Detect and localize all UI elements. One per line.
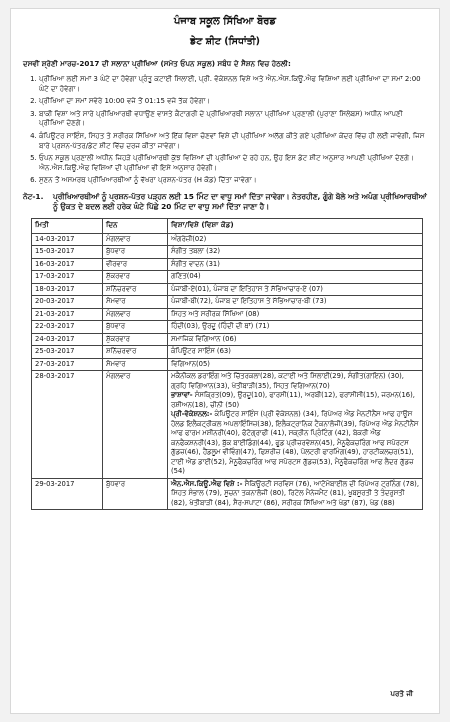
subject-cell: ਕੰਪਿਊਟਰ ਸਾਇੰਸ (63) [168, 346, 423, 359]
subject-cell: ਪੰਜਾਬੀ-ਏ(01), ਪੰਜਾਬ ਦਾ ਇਤਿਹਾਸ ਤੇ ਸੱਭਿਆਚਾਰ-ਏ (07) [168, 283, 423, 296]
table-row [32, 478, 423, 510]
day-cell: ਸ਼ਨਿੱਚਰਵਾਰ [103, 346, 168, 359]
subject-cell: ਸੰਗੀਤ ਵਾਦਨ (31) [168, 258, 423, 271]
day-cell: ਸ਼ਨਿੱਚਰਵਾਰ [103, 283, 168, 296]
table-header-row [32, 218, 423, 233]
column-header-day: ਦਿਨ [103, 218, 168, 233]
instructions-list [23, 75, 427, 186]
day-cell: ਬੁੱਧਵਾਰ [103, 246, 168, 259]
table-row [32, 271, 423, 284]
subject-group-label: ਪ੍ਰੀ-ਵੋਕੇਸ਼ਨਲ:- [171, 410, 213, 419]
date-cell: 24-03-2017 [32, 333, 103, 346]
subject-group-text: ਮਕੈਨੀਕਲ ਡਰਾਇੰਗ ਅਤੇ ਚਿੱਤਰਕਲਾ(28), ਕਟਾਈ ਅਤੇ ਸਿਲਾਈ(29), ਸੰਗੀਤ(ਗਾਇਨ) (30), ਗ੍ਰਹਿ ਵਿਗਿਆਨ(33), ਖੇਤੀਬਾੜੀ(35), ਸਿਹਤ ਵਿਗਿਆਨ(70) [171, 372, 404, 390]
date-cell: 25-03-2017 [32, 346, 103, 359]
day-cell: ਬੁੱਧਵਾਰ [103, 321, 168, 334]
instruction-item: 4. ਕੰਪਿਊਟਰ ਸਾਇੰਸ, ਸਿਹਤ ਤੇ ਸਰੀਰਕ ਸਿੱਖਿਆ ਅਤੇ ਇੱਕ ਵਿਸ਼ਾ ਚੋਣਵਾਂ ਵਿਸ਼ੇ ਦੀ ਪ੍ਰੀਖਿਆ ਅਲੱਗ ਕੀਤੇ ਗਏ ਪ੍ਰੀਖਿਆ ਕੇਂਦਰ ਵਿੱਚ ਹੀ ਲਈ ਜਾਵੇਗੀ, ਜਿਸ ਬਾਰੇ ਪ੍ਰਸ਼ਨ-ਪੱਤਰ/ਡੇਟ ਸ਼ੀਟ ਵਿੱਚ ਦਰਜ ਕੀਤਾ ਜਾਵੇਗਾ। [39, 132, 427, 151]
table-row [32, 371, 423, 479]
subject-group-text: ਸੈਕਿਊਰਟੀ ਸਰਵਿਸ (76), ਆਟੋਮੋਬਾਈਲ ਦੀ ਰਿਪੇਅਰ ਟ੍ਰਨਿੰਗ (78), ਸਿਹਤ ਸੰਭਾਲ (79), ਸੂਚਨਾ ਤਕਨਾਲੋਜੀ (80), ਰਿਟੇਲ ਮੈਨੇਜਮੈਂਟ (81), ਖੂਬਸੂਰਤੀ ਤੇ ਤੰਦਰੁਸਤੀ (82), ਖੇਤੀਬਾੜੀ (84), ਸੈਰ-ਸਪਾਟਾ (86), ਸਰੀਰਕ ਸਿੱਖਿਆ ਅਤੇ ਖੇਡਾਂ (87), ਖੇਡ (88) [171, 479, 419, 507]
table-row [32, 333, 423, 346]
subject-cell: ਅੰਗਰੇਜ਼ੀ(02) [168, 233, 423, 246]
subject-group-text: ਸੰਸਕ੍ਰਿਤ(09), ਉਰਦੂ(10), ਫਾਰਸੀ(11), ਅਰਬੀ(12), ਫਰਾਂਸੀਸੀ(15), ਜਰਮਨ(16), ਰਸ਼ੀਅਨ(18), ਚੀਨੀ (50) [171, 391, 415, 409]
date-cell: 27-03-2017 [32, 358, 103, 371]
table-row [32, 246, 423, 259]
subject-cell [168, 478, 423, 510]
date-sheet-table [31, 218, 423, 511]
day-cell: ਸੋਮਵਾਰ [103, 296, 168, 309]
table-row [32, 346, 423, 359]
table-row [32, 358, 423, 371]
table-row [32, 321, 423, 334]
subject-group-label: ਐਨ.ਐਸ.ਕਿਊ.ਐਫ ਵਿਸ਼ੇ :- [171, 479, 243, 488]
column-header-date: ਮਿਤੀ [32, 218, 103, 233]
subject-cell: ਸਮਾਜਿਕ ਵਿਗਿਆਨ (06) [168, 333, 423, 346]
day-cell: ਸ਼ੁੱਕਰਵਾਰ [103, 271, 168, 284]
day-cell: ਸ਼ੁੱਕਰਵਾਰ [103, 333, 168, 346]
date-cell: 22-03-2017 [32, 321, 103, 334]
date-cell: 15-03-2017 [32, 246, 103, 259]
date-cell: 29-03-2017 [32, 478, 103, 510]
instruction-item: 3. ਬਾਕੀ ਵਿਸ਼ਾ ਅਤੇ ਸਾਰੇ ਪ੍ਰੀਖਿਆਰਥੀ ਵਧਾਉਣ ਵਾਸਤੇ ਕੈਟਾਗਰੀ ਦੇ ਪ੍ਰੀਖਿਆਰਥੀ ਸਲਾਨਾ ਪ੍ਰੀਖਿਆ ਪ੍ਰਣਾਲੀ (ਪੁਰਾਣਾ ਸਿਲੇਬਸ) ਅਧੀਨ ਆਪਣੀ ਪ੍ਰੀਖਿਆ ਦੇਣਗੇ। [39, 110, 427, 129]
day-cell: ਮੰਗਲਵਾਰ [103, 233, 168, 246]
subject-group-label: ਭਾਸ਼ਾਵਾਂ- [171, 391, 193, 400]
subject-cell: ਵਿਗਿਆਨ(05) [168, 358, 423, 371]
date-cell: 16-03-2017 [32, 258, 103, 271]
table-row [32, 258, 423, 271]
subject-cell [168, 371, 423, 479]
day-cell: ਮੰਗਲਵਾਰ [103, 308, 168, 321]
note-label: ਨੋਟ-1. [23, 191, 44, 201]
table-row [32, 296, 423, 309]
date-cell: 17-03-2017 [32, 271, 103, 284]
date-cell: 28-03-2017 [32, 371, 103, 479]
column-header-subject: ਵਿਸ਼ਾ/ਵਿਸ਼ੇ (ਵਿਸ਼ਾ ਕੋਡ) [168, 218, 423, 233]
table-row [32, 233, 423, 246]
subject-cell: ਪੰਜਾਬੀ-ਬੀ(72), ਪੰਜਾਬ ਦਾ ਇਤਿਹਾਸ ਤੇ ਸੱਭਿਆਚਾਰ-ਬੀ (73) [168, 296, 423, 309]
board-title: ਪੰਜਾਬ ਸਕੂਲ ਸਿੱਖਿਆ ਬੋਰਡ [173, 16, 277, 27]
subject-cell: ਸੰਗੀਤ ਤਬਲਾ (32) [168, 246, 423, 259]
day-cell: ਮੰਗਲਵਾਰ [103, 371, 168, 479]
note-1 [23, 192, 427, 212]
instruction-item: 6. ਸੁਣਨ ਤੋਂ ਅਸਮਰਥ ਪ੍ਰੀਖਿਆਰਥੀਆਂ ਨੂੰ ਵੱਖਰਾ ਪ੍ਰਸ਼ਨ-ਪੱਤਰ (H ਕੋਡ) ਦਿੱਤਾ ਜਾਵੇਗਾ। [39, 176, 427, 186]
date-sheet-page [10, 8, 440, 714]
instruction-item: 5. ਓਪਨ ਸਕੂਲ ਪ੍ਰਣਾਲੀ ਅਧੀਨ ਜਿਹੜੇ ਪ੍ਰੀਖਿਆਰਥੀ ਕੁੱਝ ਵਿਸ਼ਿਆਂ ਦੀ ਪ੍ਰੀਖਿਆ ਦੇ ਰਹੇ ਹਨ, ਉਹ ਇਸ ਡੇਟ ਸ਼ੀਟ ਅਨੁਸਾਰ ਆਪਣੀ ਪ੍ਰੀਖਿਆ ਦੇਣਗੇ। ਐਨ.ਐਸ.ਕਿਊ.ਐਫ ਵਿਸ਼ਿਆਂ ਦੀ ਪ੍ਰੀਖਿਆ ਵੀ ਇਸੇ ਅਨੁਸਾਰ ਹੋਵੇਗੀ। [39, 154, 427, 173]
page-title: ਡੇਟ ਸ਼ੀਟ (ਸਿਧਾਂਤੀ) [190, 36, 260, 47]
instruction-item: 1. ਪ੍ਰੀਖਿਆ ਲਈ ਸਮਾਂ 3 ਘੰਟੇ ਦਾ ਹੋਵੇਗਾ ਪ੍ਰੰਤੂ ਕਟਾਈ ਸਿਲਾਈ, ਪ੍ਰੀ. ਵੋਕੇਸ਼ਨਲ ਵਿਸ਼ੇ ਅਤੇ ਐਨ.ਐਸ.ਕਿਊ.ਐਫ ਵਿਸ਼ਿਆਂ ਲਈ ਪ੍ਰੀਖਿਆ ਦਾ ਸਮਾਂ 2:00 ਘੰਟੇ ਦਾ ਹੋਵੇਗਾ। [39, 75, 427, 94]
table-row [32, 308, 423, 321]
date-cell: 21-03-2017 [32, 308, 103, 321]
continued-note: ਪਰਤੋ ਜੀ [390, 690, 413, 698]
date-cell: 20-03-2017 [32, 296, 103, 309]
day-cell: ਵੀਰਵਾਰ [103, 258, 168, 271]
instruction-item: 2. ਪ੍ਰੀਖਿਆ ਦਾ ਸਮਾਂ ਸਵੇਰੇ 10:00 ਵਜੇ ਤੋਂ 01:15 ਵਜੇ ਤੱਕ ਹੋਵੇਗਾ। [39, 97, 427, 107]
day-cell: ਸੋਮਵਾਰ [103, 358, 168, 371]
intro-text: ਦਸਵੀਂ ਸ਼੍ਰੇਣੀ ਮਾਰਚ-2017 ਦੀ ਸਲਾਨਾ ਪ੍ਰੀਖਿਆ (ਸਮੇਤ ਓਪਨ ਸਕੂਲ) ਸਬੰਧ ਦੇ ਸੈਸ਼ਨ ਵਿਚ ਹੇਠਲੀ: [23, 59, 291, 68]
subject-cell: ਹਿੰਦੀ(03), ਉਰਦੂ (ਹਿੰਦੀ ਦੀ ਥਾਂ) (71) [168, 321, 423, 334]
table-row [32, 283, 423, 296]
subject-cell: ਸਿਹਤ ਅਤੇ ਸਰੀਰਕ ਸਿੱਖਿਆ (08) [168, 308, 423, 321]
subject-group-text: ਕੰਪਿਊਟਰ ਸਾਇੰਸ (ਪ੍ਰੀ ਵੋਕੇਸ਼ਨਲ) (34), ਰਿਪੇਅਰ ਐਂਡ ਮੈਨਟੀਨੈਂਸ ਆਫ ਹਾਊਸ ਹੋਲਡ ਇਲੈਕਟ੍ਰੀਕਲ ਅਪਲਾਇੰਸਿਜ਼(38), ਇਲੈਕਟ੍ਰਾਨਿਕ ਟੈਕਨਾਲੋਜੀ(39), ਰਿਪੇਅਰ ਐਂਡ ਮੈਨਟੀਨੈਂਸ ਆਫ ਫਾਰਮ ਮਸ਼ੀਨਰੀ(40), ਫੋਟੋਗ੍ਰਾਫੀ (41), ਸਕ੍ਰੀਨ ਪ੍ਰਿੰਟਿੰਗ (42), ਬੇਕਰੀ ਐਂਡ ਕਨਫੈਕਸ਼ਨਰੀ(43), ਬੁੱਕ ਬਾਈਡਿੰਗ(44), ਫੂਡ ਪ੍ਰੀਜ਼ਰਵੇਸ਼ਨ(45), ਮੈਨੂਫੈਕਚਰਿੰਗ ਆਫ ਸਪੋਰਟਸ ਗੁੱਡਜ਼(46), ਹੈਂਡਲੂਮ ਵੀਵਿੰਗ(47), ਫਿਸ਼ਰੀਜ਼ (48), ਪੋਲਟਰੀ ਫਾਰਮਿੰਗ(49), ਹਾਰਟੀਕਲਚਰ(51), ਟਾਈ ਐਂਡ ਡਾਈ(52), ਮੈਨੂਫੈਕਚਰਿੰਗ ਆਫ ਸਪੋਰਟਸ ਗੁੱਡਜ਼(53), ਮੈਨੂਫੈਕਚਰਿੰਗ ਆਫ ਲੈਦਰ ਗੁੱਡਜ਼ (54) [171, 410, 419, 476]
day-cell: ਬੁੱਧਵਾਰ [103, 478, 168, 510]
date-cell: 18-03-2017 [32, 283, 103, 296]
date-cell: 14-03-2017 [32, 233, 103, 246]
note-text: ਪ੍ਰੀਖਿਆਰਥੀਆਂ ਨੂੰ ਪ੍ਰਸ਼ਨ-ਪੱਤਰ ਪੜ੍ਹਨ ਲਈ 15 ਮਿੰਟ ਦਾ ਵਾਧੂ ਸਮਾਂ ਦਿੱਤਾ ਜਾਵੇਗਾ। ਨੇਤਰਹੀਣ, ਗੂੰਗੇ ਬੋਲੇ ਅਤੇ ਅਪੰਗ ਪ੍ਰੀਖਿਆਰਥੀਆਂ ਨੂੰ ਉਕਤ ਦੇ ਬਦਲ ਲਈ ਹਰੇਕ ਘੰਟੇ ਪਿੱਛੇ 20 ਮਿੰਟ ਦਾ ਵਾਧੂ ਸਮਾਂ ਦਿੱਤਾ ਜਾਣਾ ਹੈ। [53, 191, 427, 211]
subject-cell: ਗਣਿਤ(04) [168, 271, 423, 284]
header [23, 15, 427, 49]
